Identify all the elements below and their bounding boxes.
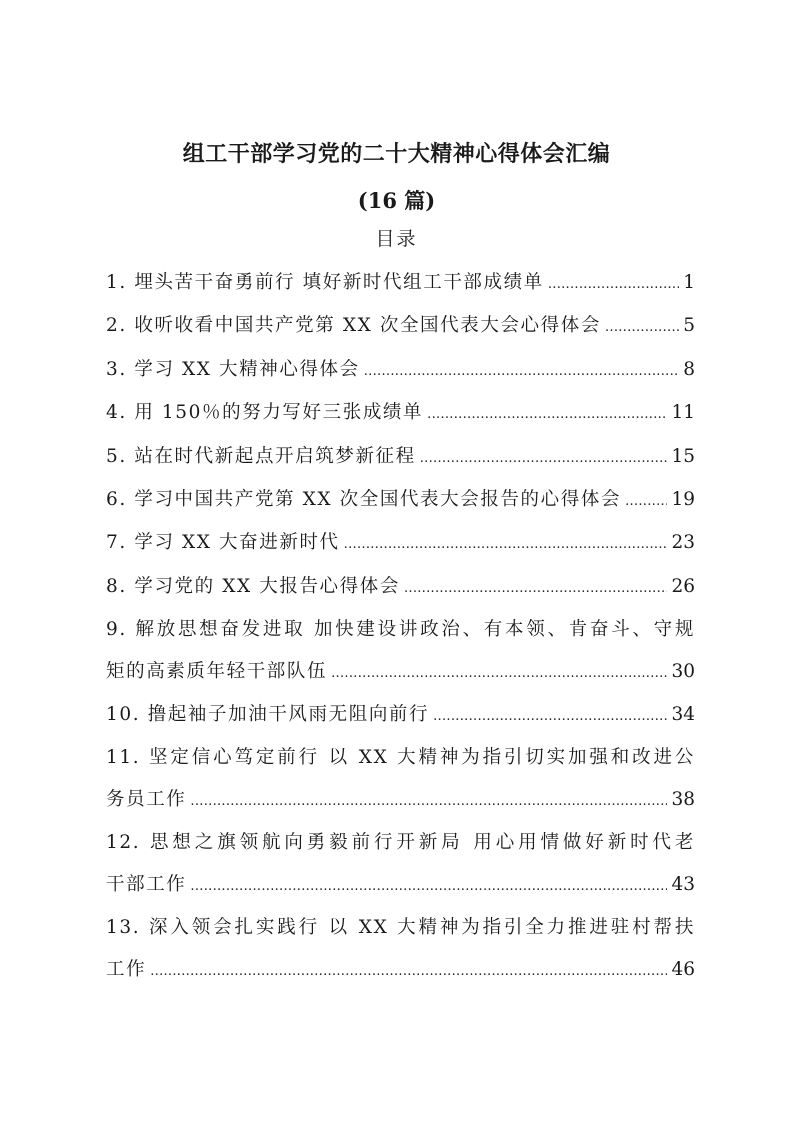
toc-entry-title: 用 150％的努力写好三张成绩单 bbox=[134, 402, 424, 424]
toc-entry-page: 1 bbox=[683, 272, 695, 293]
toc-entry-title-line2: 工作 bbox=[106, 958, 147, 980]
dot-leader bbox=[404, 566, 668, 609]
toc-entry-title-line1: 思想之旗领航向勇毅前行开新局 用心用情做好新时代老 bbox=[150, 832, 695, 854]
toc-entry-title-line1: 深入领会扎实践行 以 XX 大精神为指引全力推进驻村帮扶 bbox=[148, 917, 695, 939]
toc-entry-10[interactable] bbox=[106, 694, 695, 737]
dot-leader bbox=[427, 392, 667, 435]
toc-entry-number: 7. bbox=[106, 532, 127, 554]
toc-entry-page: 43 bbox=[671, 873, 695, 895]
dot-leader bbox=[548, 262, 679, 305]
dot-leader bbox=[433, 694, 667, 737]
toc-entry-6[interactable] bbox=[106, 479, 695, 522]
toc-entry-number: 13. bbox=[106, 917, 141, 939]
toc-entry-number: 6. bbox=[106, 489, 127, 511]
toc-entry-title: 学习党的 XX 大报告心得体会 bbox=[134, 575, 400, 597]
toc-entry-12[interactable] bbox=[106, 822, 695, 907]
toc-entry-11[interactable] bbox=[106, 737, 695, 822]
toc-entry-number: 8. bbox=[106, 575, 127, 597]
toc-entry-number: 4. bbox=[106, 402, 127, 424]
document-title: 组工干部学习党的二十大精神心得体会汇编 bbox=[182, 141, 611, 167]
dot-leader bbox=[190, 779, 667, 822]
toc-entry-page: 11 bbox=[671, 402, 695, 424]
toc-entry-number: 12. bbox=[106, 832, 141, 854]
table-of-contents bbox=[106, 262, 695, 992]
toc-entry-13[interactable] bbox=[106, 907, 695, 992]
dot-leader bbox=[625, 479, 667, 522]
toc-entry-title: 撸起袖子加油干风雨无阻向前行 bbox=[147, 704, 430, 726]
dot-leader bbox=[364, 349, 679, 392]
toc-entry-page: 5 bbox=[683, 315, 695, 337]
dot-leader bbox=[344, 522, 668, 565]
toc-entry-number: 9. bbox=[106, 619, 127, 641]
toc-entry-1[interactable] bbox=[106, 262, 695, 305]
toc-entry-number: 11. bbox=[106, 747, 141, 769]
dot-leader bbox=[331, 651, 667, 694]
toc-entry-title-line1: 坚定信心笃定前行 以 XX 大精神为指引切实加强和改进公 bbox=[148, 747, 695, 769]
toc-entry-2[interactable] bbox=[106, 305, 695, 348]
dot-leader bbox=[605, 305, 679, 348]
toc-entry-page: 19 bbox=[671, 489, 695, 511]
toc-entry-title-line2: 矩的高素质年轻干部队伍 bbox=[106, 660, 328, 682]
dot-leader bbox=[190, 864, 667, 907]
toc-entry-number: 1. bbox=[106, 272, 127, 293]
toc-entry-3[interactable] bbox=[106, 349, 695, 392]
toc-entry-page: 34 bbox=[671, 704, 695, 726]
document-subtitle: (16 篇) bbox=[357, 188, 436, 213]
toc-entry-number: 10. bbox=[106, 704, 141, 726]
toc-entry-page: 46 bbox=[671, 958, 695, 980]
toc-entry-5[interactable] bbox=[106, 436, 695, 479]
toc-entry-number: 3. bbox=[106, 358, 127, 380]
toc-entry-title: 埋头苦干奋勇前行 填好新时代组工干部成绩单 bbox=[134, 272, 544, 293]
dot-leader bbox=[150, 949, 667, 992]
toc-entry-title: 站在时代新起点开启筑梦新征程 bbox=[134, 445, 416, 467]
toc-entry-title: 收听收看中国共产党第 XX 次全国代表大会心得体会 bbox=[134, 315, 601, 337]
toc-entry-page: 23 bbox=[671, 532, 695, 554]
toc-entry-page: 38 bbox=[671, 788, 695, 810]
toc-entry-number: 5. bbox=[106, 445, 127, 467]
toc-entry-page: 15 bbox=[671, 445, 695, 467]
toc-entry-number: 2. bbox=[106, 315, 127, 337]
toc-entry-7[interactable] bbox=[106, 522, 695, 565]
toc-entry-page: 8 bbox=[683, 358, 695, 380]
toc-entry-page: 30 bbox=[671, 660, 695, 682]
toc-entry-8[interactable] bbox=[106, 566, 695, 609]
toc-heading: 目录 bbox=[375, 228, 418, 250]
toc-entry-page: 26 bbox=[671, 575, 695, 597]
toc-entry-title: 学习中国共产党第 XX 次全国代表大会报告的心得体会 bbox=[134, 489, 622, 511]
toc-entry-9[interactable] bbox=[106, 609, 695, 694]
dot-leader bbox=[420, 436, 668, 479]
toc-entry-title-line2: 干部工作 bbox=[106, 873, 187, 895]
toc-entry-title-line1: 解放思想奋发进取 加快建设讲政治、有本领、肯奋斗、守规 bbox=[135, 619, 695, 641]
toc-entry-title: 学习 XX 大奋进新时代 bbox=[134, 532, 340, 554]
toc-entry-4[interactable] bbox=[106, 392, 695, 435]
toc-entry-title-line2: 务员工作 bbox=[106, 788, 187, 810]
toc-entry-title: 学习 XX 大精神心得体会 bbox=[134, 358, 360, 380]
